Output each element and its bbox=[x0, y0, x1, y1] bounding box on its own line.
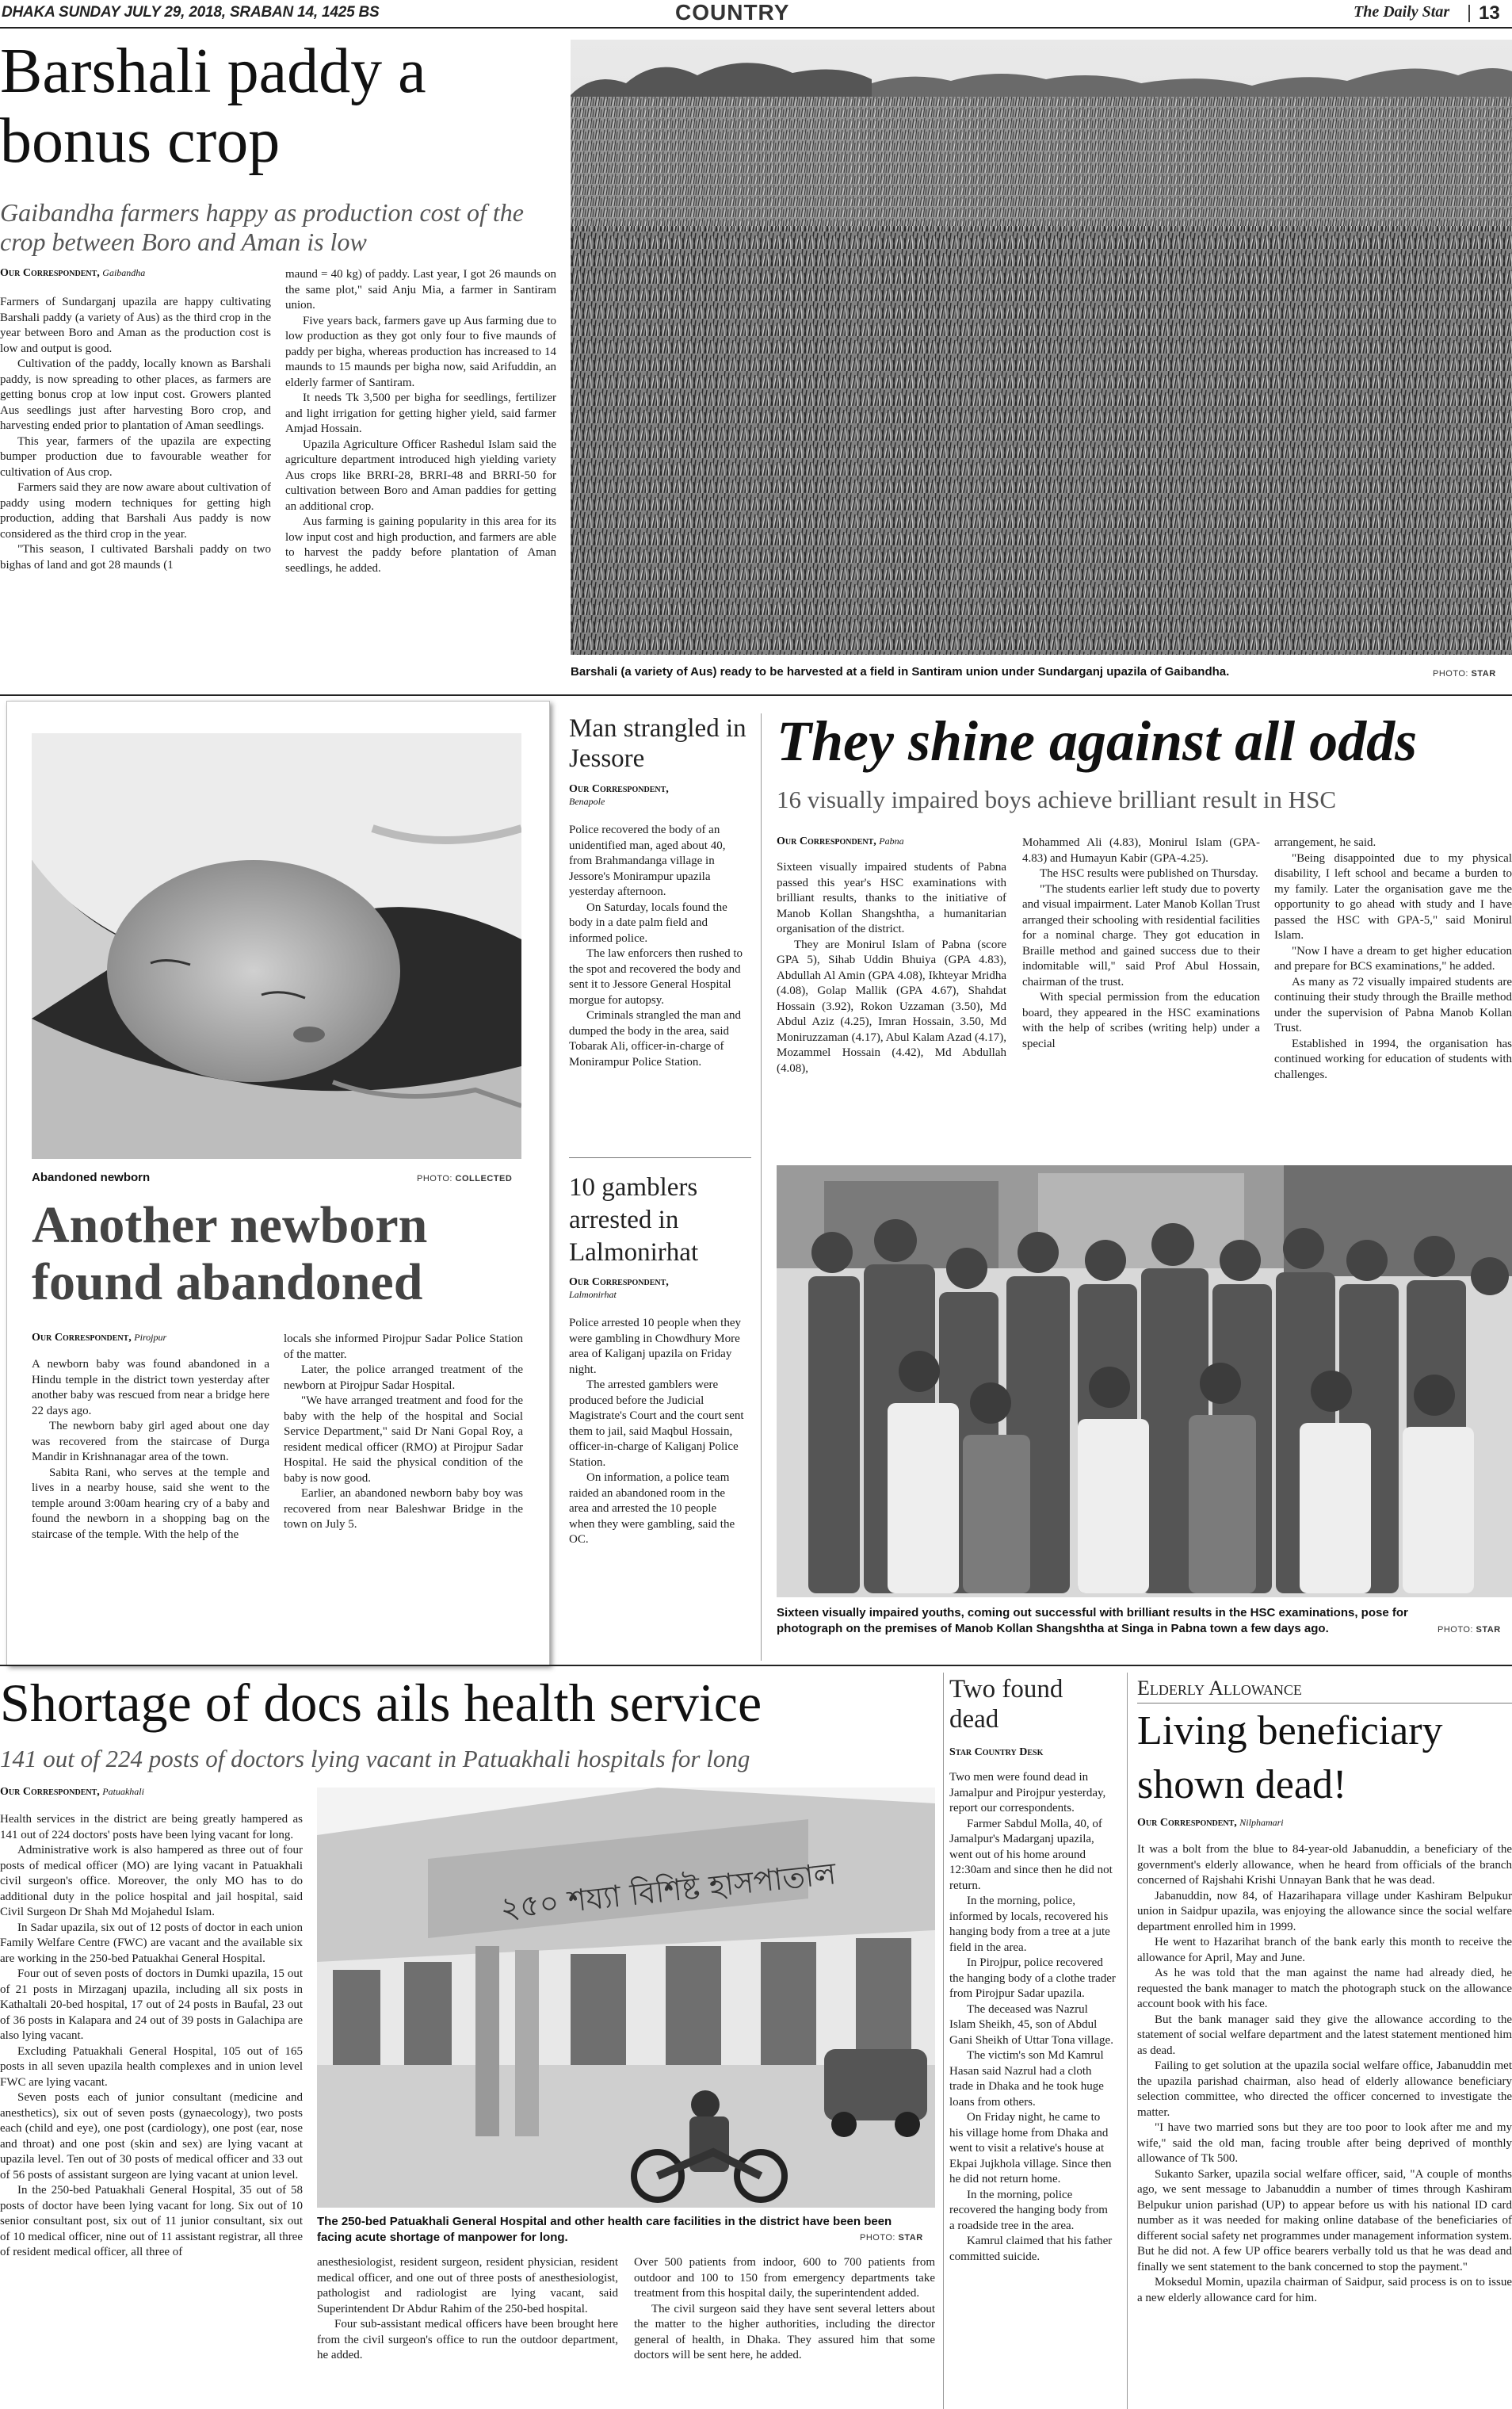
barshali-headline: Barshali paddy a bonus crop bbox=[0, 36, 426, 176]
paragraph: The newborn baby girl aged about one day was recovered from the staircase of Durga Mandir in Krishnanagar area of the town. bbox=[32, 1420, 269, 1463]
kicker-underline bbox=[1137, 1703, 1512, 1704]
barshali-byline bbox=[0, 267, 145, 280]
section-divider bbox=[0, 1665, 1512, 1666]
byline-place: Benapole bbox=[569, 796, 605, 807]
byline-place: Pirojpur bbox=[134, 1332, 167, 1343]
two-dead-byline: Star Country Desk bbox=[949, 1746, 1044, 1758]
beneficiary-byline bbox=[1137, 1817, 1284, 1830]
strangled-byline bbox=[569, 783, 751, 809]
credit-source: STAR bbox=[898, 2233, 923, 2243]
paragraph: On Friday night, he came to his village home from Dhaka and went to visit a relative's house at Ekpai Jujkhola village. Since then he did not return home. bbox=[949, 2111, 1112, 2185]
paragraph: Aus farming is gaining popularity in this area for its low input cost and high production, and farmers are able to harvest the paddy before plantation of Aman seedlings, he added. bbox=[285, 515, 556, 575]
docs-byline bbox=[0, 1786, 144, 1799]
paragraph: The civil surgeon said they have sent several letters about the matter to the higher authorities, including the director general of health, in Dhaka. They assured him that some doctors will be sent here, he added. bbox=[634, 2302, 935, 2361]
paragraph: Failing to get solution at the upazila social welfare office, Jabanuddin met the upazila parishad chairman, also head of elderly allowance beneficiary selection committee, who directed the officer concerned to investigate the matter. bbox=[1137, 2059, 1512, 2119]
shine-headline: They shine against all odds bbox=[777, 709, 1418, 773]
masthead-separator bbox=[1468, 5, 1470, 22]
shine-column-3 bbox=[1274, 836, 1512, 1161]
barshali-subhead: Gaibandha farmers happy as production cost of the crop between Boro and Aman is low bbox=[0, 198, 524, 256]
paragraph: This year, farmers of the upazila are expecting bumper production due to favourable weather for cultivation of Aus crop. bbox=[0, 434, 271, 479]
sidebar-divider bbox=[569, 1157, 751, 1158]
paragraph: In Sadar upazila, six out of 12 posts of doctor in each union Family Welfare Centre (FWC) are vacant and the available six are working in the 250-bed Patuakhai General Hospital. bbox=[0, 1921, 303, 1965]
shine-byline bbox=[777, 836, 904, 848]
paragraph: Later, the police arranged treatment of the newborn at Pirojpur Sadar Hospital. bbox=[284, 1363, 523, 1392]
byline-label: Our Correspondent, bbox=[0, 1786, 100, 1798]
credit-label: PHOTO: bbox=[1438, 1625, 1473, 1635]
students-photo-credit bbox=[1438, 1625, 1501, 1635]
paragraph: Farmers said they are now aware about cultivation of paddy using modern techniques for getting high production, adding that Barshali Aus paddy is now considered as the third crop in the year. bbox=[0, 481, 271, 541]
paragraph: A newborn baby was found abandoned in a Hindu temple in the district town yesterday after another baby was rescued from near a bridge here 22 days ago. bbox=[32, 1358, 269, 1417]
newborn-caption: Abandoned newborn bbox=[32, 1171, 151, 1184]
newborn-headline: Another newborn found abandoned bbox=[32, 1196, 428, 1311]
paddy-field-photo bbox=[571, 40, 1512, 655]
paragraph: Excluding Patuakhali General Hospital, 105 out of 165 posts in all seven upazila health complexes and in union level FWC are lying vacant. bbox=[0, 2044, 303, 2089]
students-photo bbox=[777, 1165, 1512, 1597]
paragraph: anesthesiologist, resident surgeon, resident physician, resident medical officer, and one out of three posts of anesthesiologist, pathologist and radiologist are lying vacant, said Superintendent Dr Abdur Rahim of the 250-bed hospital. bbox=[317, 2256, 618, 2315]
strangled-headline: Man strangled in Jessore bbox=[569, 714, 746, 773]
paragraph: Jabanuddin, now 84, of Hazarihapara village under Kashiram Belpukur union in Saidpur upazila, was enjoying the allowance since the social welfare department enrolled him in 1999. bbox=[1137, 1889, 1512, 1933]
paragraph: arrangement, he said. bbox=[1274, 836, 1376, 849]
paragraph: With special permission from the education board, they appeared in the HSC examinations with the help of scribes (writing help) under a special bbox=[1022, 991, 1260, 1050]
paragraph: Administrative work is also hampered as three out of four posts of medical officer (MO) are lying vacant in Patuakhali civil surgeon's office. Moreover, the only MO has to do additional duty in the police hospital and jail hospital, said Civil Surgeon Dr Shah Md Mojahedul Islam. bbox=[0, 1844, 303, 1918]
paragraph: Police recovered the body of an unidentified man, aged about 40, from Brahmandanga village in Jessore's Monirampur upazila yesterday afternoon. bbox=[569, 824, 726, 898]
hospital-photo bbox=[317, 1788, 935, 2208]
shine-column-2 bbox=[1022, 836, 1260, 1161]
credit-source: COLLECTED bbox=[455, 1174, 513, 1183]
byline-label: Our Correspondent, bbox=[32, 1332, 132, 1344]
masthead-date: DHAKA SUNDAY JULY 29, 2018, SRABAN 14, 1425 BS bbox=[2, 4, 380, 21]
newborn-photo bbox=[32, 733, 521, 1159]
paragraph: Criminals strangled the man and dumped the body in the area, said Tobarak Ali, officer-in-charge of Monirampur Police Station. bbox=[569, 1009, 741, 1069]
shine-column-1 bbox=[777, 860, 1006, 1161]
paragraph: In the 250-bed Patuakhali General Hospital, 35 out of 58 posts of doctor have been lying vacant for long. Six out of 10 senior consultant post, six out of 11 junior consultant, six out of 10 medical officer, nine out of 11 assistant registrar, all three of resident medical officer, all three of bbox=[0, 2184, 303, 2258]
two-dead-left-rule bbox=[943, 1673, 944, 2409]
paragraph: Health services in the district are being greatly hampered as 141 out of 224 doctors' posts have been lying vacant for long. bbox=[0, 1813, 303, 1841]
paragraph: Kamrul claimed that his father committed suicide. bbox=[949, 2235, 1113, 2263]
paragraph: Upazila Agriculture Officer Rashedul Islam said the agriculture department introduced high yielding variety Aus crops like BRRI-28, BRRI-48 and BRRI-50 for cultivation between Boro and Aman paddies for getting an additional crop. bbox=[285, 438, 556, 513]
paragraph: maund = 40 kg) of paddy. Last year, I got 26 maunds on the same plot," said Anju Mia, a farmer in Santiram union. bbox=[285, 268, 556, 312]
beneficiary-left-rule bbox=[1127, 1673, 1128, 2409]
paragraph: Four out of seven posts of doctors in Dumki upazila, 15 out of 21 posts in Mirzaganj upazila, including all six posts in Kathaltali 20-bed hospital, 17 out of 24 posts in Baufal, 23 out of 36 posts in Kalapara and 24 out of 39 posts in Galachipa are also lying vacant. bbox=[0, 1967, 303, 2042]
paragraph: Four sub-assistant medical officers have been brought here from the civil surgeon's office to run the outdoor department, he added. bbox=[317, 2318, 618, 2361]
hospital-photo-caption: The 250-bed Patuakhali General Hospital and other health care facilities in the district have been been facing acute shortage of manpower for long. bbox=[317, 2215, 892, 2244]
byline-place: Patuakhali bbox=[102, 1786, 144, 1797]
paragraph: Police arrested 10 people when they were gambling in Chowdhury More area of Kaliganj upazila on Friday night. bbox=[569, 1317, 742, 1376]
newborn-photo-credit bbox=[417, 1174, 512, 1183]
paragraph: Moksedul Momin, upazila chairman of Saidpur, said process is on to issue a new elderly allowance card for him. bbox=[1137, 2276, 1512, 2304]
credit-label: PHOTO: bbox=[1433, 669, 1468, 679]
gamblers-body bbox=[569, 1316, 745, 1657]
paragraph: "I have two married sons but they are too poor to look after me and my wife," said the old man, facing trouble after being deprived of monthly allowance of Tk 500. bbox=[1137, 2121, 1512, 2165]
beneficiary-headline: Living beneficiary shown dead! bbox=[1137, 1708, 1443, 1807]
paragraph: The HSC results were published on Thursday. bbox=[1040, 867, 1258, 880]
paddy-field-image bbox=[571, 40, 1512, 655]
paragraph: It needs Tk 3,500 per bigha for seedlings, fertilizer and light irrigation for getting higher yield, said farmer Amjad Hossain. bbox=[285, 392, 556, 435]
paragraph: As he was told that the man against the name had already died, he requested the bank manager to match the photograph stuck on the allowance account book with his face. bbox=[1137, 1967, 1512, 2010]
paragraph: As many as 72 visually impaired students are continuing their study through the Braille method under the supervision of Pabna Manob Kollan Trust. bbox=[1274, 975, 1512, 1034]
paragraph: They are Monirul Islam of Pabna (score GPA 5), Sihab Uddin Bhuiya (GPA 4.83), Abdullah Al Amin (GPA 4.08), Ikhteyar Mridha (4.08), Golap Mallik (GPA 4.67), Shahdat Hossain (3.92), Rokon Uzzaman (3.50), Md Abdul Aziz (4.25), Imran Hossain, 3.50, Md Moniruzzaman (4.17), Abul Kalam Azad (4.17), Mozammel Hossain (4.42), Md Abdullah (4.08), bbox=[777, 938, 1006, 1075]
byline-label: Our Correspondent, bbox=[777, 836, 876, 847]
hospital-sign-text: ২৫০ শয্যা বিশিষ্ট হাসপাতাল bbox=[498, 1856, 838, 1926]
barshali-column-2 bbox=[285, 267, 556, 691]
page-number: 13 bbox=[1479, 2, 1500, 24]
paragraph: Seven posts each of junior consultant (medicine and anesthetics), six out of seven posts (gynaecology), two posts each (child and eye), one post (cardiology), one post (ear, nose and throat) and one post (skin and sex) are lying vacant at upazila level. Ten out of 30 posts of medical officer and 33 out of 56 posts of assistant surgeon are lying vacant at union level. bbox=[0, 2091, 303, 2181]
two-dead-body bbox=[949, 1770, 1116, 2409]
paragraph: The law enforcers then rushed to the spot and recovered the body and sent it to Jessore General Hospital morgue for autopsy. bbox=[569, 947, 743, 1007]
byline-place: Lalmonirhat bbox=[569, 1289, 617, 1300]
paragraph: The deceased was Nazrul Islam Sheikh, 45, son of Abdul Gani Sheikh of Uttar Tona village. bbox=[949, 2002, 1113, 2047]
strangled-body bbox=[569, 823, 745, 1148]
newborn-column-2 bbox=[284, 1332, 523, 1653]
section-title: COUNTRY bbox=[675, 0, 790, 25]
gamblers-byline bbox=[569, 1276, 751, 1302]
paragraph: In the morning, police recovered the hanging body from a roadside tree in the area. bbox=[949, 2188, 1108, 2232]
paragraph: Five years back, farmers gave up Aus farming due to low production as they got only four to five maunds of paddy per bigha, whereas production has increased to 14 maunds to 15 maunds per bigha now, said Arifuddin, an elderly farmer of Santiram. bbox=[285, 314, 556, 389]
paragraph: "Now I have a dream to get higher education and prepare for BCS examinations," he added. bbox=[1274, 944, 1512, 973]
paragraph: Earlier, an abandoned newborn baby boy was recovered from near Baleshwar Bridge in the town on July 5. bbox=[284, 1487, 523, 1531]
masthead bbox=[0, 0, 1512, 27]
credit-source: STAR bbox=[1476, 1625, 1501, 1635]
newborn-column-1 bbox=[32, 1357, 269, 1654]
paragraph: The victim's son Md Kamrul Hasan said Nazrul had a cloth trade in Dhaka and he took huge loans from others. bbox=[949, 2049, 1104, 2109]
paragraph: On information, a police team raided an abandoned room in the area and arrested the 10 people when they were gambling, said the OC. bbox=[569, 1471, 735, 1546]
shine-subhead: 16 visually impaired boys achieve brilliant result in HSC bbox=[777, 786, 1336, 813]
byline-label: Our Correspondent, bbox=[569, 1276, 669, 1288]
students-group-image bbox=[777, 1165, 1512, 1597]
gamblers-headline: 10 gamblers arrested in Lalmonirhat bbox=[569, 1173, 699, 1267]
byline-place: Pabna bbox=[879, 836, 904, 847]
paragraph: Sukanto Sarker, upazila social welfare officer, said, "A couple of months ago, we sent message to Jabanuddin a number of times through Kashiram Belpukur union parishad (UP) to appear before us with his national ID card number as it was needed for making online database of the beneficiaries of different social safety net programmes under management information system. But he did not. A few UP office bearers verbally told us that he was dead and finally we sent statement to the bank concerned to stop the payment." bbox=[1137, 2167, 1512, 2273]
beneficiary-kicker: Elderly Allowance bbox=[1137, 1677, 1302, 1700]
paragraph: In the morning, police, informed by locals, recovered his hanging body from a tree at a jute field in the area. bbox=[949, 1895, 1110, 1954]
section-divider bbox=[0, 694, 1512, 696]
docs-subhead: 141 out of 224 posts of doctors lying vacant in Patuakhali hospitals for long bbox=[0, 1745, 750, 1772]
credit-label: PHOTO: bbox=[860, 2233, 895, 2243]
paragraph: locals she informed Pirojpur Sadar Police Station of the matter. bbox=[284, 1333, 523, 1361]
beneficiary-body bbox=[1137, 1842, 1512, 2409]
byline-label: Our Correspondent, bbox=[569, 783, 669, 795]
paragraph: He went to Hazarihat branch of the bank early this month to receive the allowance for April, May and June. bbox=[1137, 1936, 1512, 1964]
paddy-photo-credit bbox=[1433, 669, 1496, 679]
hospital-image bbox=[317, 1788, 935, 2208]
docs-column-2 bbox=[317, 2255, 618, 2409]
paragraph: In Pirojpur, police recovered the hanging body of a clothe trader from Pirojpur Sadar upazila. bbox=[949, 1956, 1116, 2000]
credit-source: STAR bbox=[1471, 669, 1496, 679]
paragraph: "This season, I cultivated Barshali paddy on two bighas of land and got 28 maunds (1 bbox=[0, 543, 271, 572]
paragraph: Farmer Sabdul Molla, 40, of Jamalpur's Madarganj upazila, went out of his home around 12:30am and since then he did not return. bbox=[949, 1817, 1113, 1892]
paragraph: "Being disappointed due to my physical disability, I left school and became a burden to my family. Later the organisation gave me the opportunity to go ahead with study and I have passed the HSC with GPA-5," said Monirul Islam. bbox=[1274, 851, 1512, 942]
paragraph: Sixteen visually impaired students of Pabna passed this year's HSC examinations with brilliant results, thanks to the initiative of Manob Kollan Shangshtha, a humanitarian organisation of the district. bbox=[777, 861, 1006, 935]
byline-place: Nilphamari bbox=[1239, 1817, 1284, 1828]
barshali-column-1 bbox=[0, 295, 271, 691]
docs-column-1 bbox=[0, 1812, 303, 2409]
newborn-image bbox=[32, 733, 521, 1159]
paragraph: Farmers of Sundarganj upazila are happy cultivating Barshali paddy (a variety of Aus) as the third crop in the year between Boro and Aman as the production cost is low and output is good. bbox=[0, 296, 271, 355]
paragraph: Two men were found dead in Jamalpur and Pirojpur yesterday, report our correspondents. bbox=[949, 1771, 1106, 1814]
paragraph: But the bank manager said they give the allowance according to the statement of social welfare department and the latest statement mentioned him as dead. bbox=[1137, 2013, 1512, 2057]
byline-label: Our Correspondent, bbox=[0, 267, 100, 279]
byline-label: Our Correspondent, bbox=[1137, 1817, 1237, 1829]
paragraph: Established in 1994, the organisation has continued working for education of students with challenges. bbox=[1274, 1037, 1512, 1081]
paragraph: On Saturday, locals found the body in a date palm field and informed police. bbox=[569, 901, 727, 945]
paragraph: "We have arranged treatment and food for the baby with the help of the hospital and Social Service Department," said Dr Nani Gopal Roy, a resident medical officer (RMO) at Pirojpur Sadar Hospital. He said the physical condition of the baby is now good. bbox=[284, 1394, 523, 1485]
two-dead-headline: Two found dead bbox=[949, 1675, 1063, 1734]
hospital-photo-credit bbox=[860, 2233, 923, 2243]
paddy-photo-caption: Barshali (a variety of Aus) ready to be harvested at a field in Santiram union under Sundarganj upazila of Gaibandha. bbox=[571, 665, 1230, 679]
paragraph: Mohammed Ali (4.83), Monirul Islam (GPA-4.83) and Humayun Kabir (GPA-4.25). bbox=[1022, 836, 1260, 865]
students-photo-caption: Sixteen visually impaired youths, coming out successful with brilliant results in the HSC examinations, pose for photograph on the premises of Manob Kollan Shangshtha at Singa in Pabna town a few days ago. bbox=[777, 1606, 1408, 1635]
paragraph: Over 500 patients from indoor, 600 to 700 patients from outdoor and 100 to 150 from emergency departments take treatment from this hospital daily, the superintendent added. bbox=[634, 2256, 935, 2300]
docs-column-3 bbox=[634, 2255, 935, 2409]
shine-left-rule bbox=[761, 713, 762, 1661]
newborn-byline bbox=[32, 1332, 166, 1344]
credit-label: PHOTO: bbox=[417, 1174, 452, 1183]
byline-place: Gaibandha bbox=[102, 267, 146, 278]
paragraph: Sabita Rani, who serves at the temple and lives in a nearby house, said she went to the temple around 3:00am hearing cry of a baby and found the newborn in a shopping bag on the staircase of the temple. With the help of the bbox=[32, 1466, 269, 1541]
docs-headline: Shortage of docs ails health service bbox=[0, 1673, 762, 1733]
paragraph: Cultivation of the paddy, locally known as Barshali paddy, is now spreading to other places, as farmers are getting bonus crop at low input cost. Growers planted Aus seedlings just after harvesting Boro crop, and harvesting ended prior to plantation of Aman seedlings. bbox=[0, 358, 271, 432]
paragraph: It was a bolt from the blue to 84-year-old Jabanuddin, a beneficiary of the government's elderly allowance, when he heard from officials of the branch concerned of Rajshahi Krishi Unnayan Bank that he was dead. bbox=[1137, 1843, 1512, 1887]
paper-logo: The Daily Star bbox=[1354, 3, 1450, 21]
masthead-rule bbox=[0, 27, 1512, 29]
paragraph: The arrested gamblers were produced before the Judicial Magistrate's Court and the court sent them to jail, said Maqbul Hossain, officer-in-charge of Kaliganj Police Station. bbox=[569, 1378, 744, 1469]
paragraph: "The students earlier left study due to poverty and visual impairment. Later Manob Kollan Trust arranged their schooling with residential facilities for a nominal charge. They got education in Braille method and gained success due to their indomitable will," said Prof Abul Hossain, chairman of the trust. bbox=[1022, 882, 1260, 988]
